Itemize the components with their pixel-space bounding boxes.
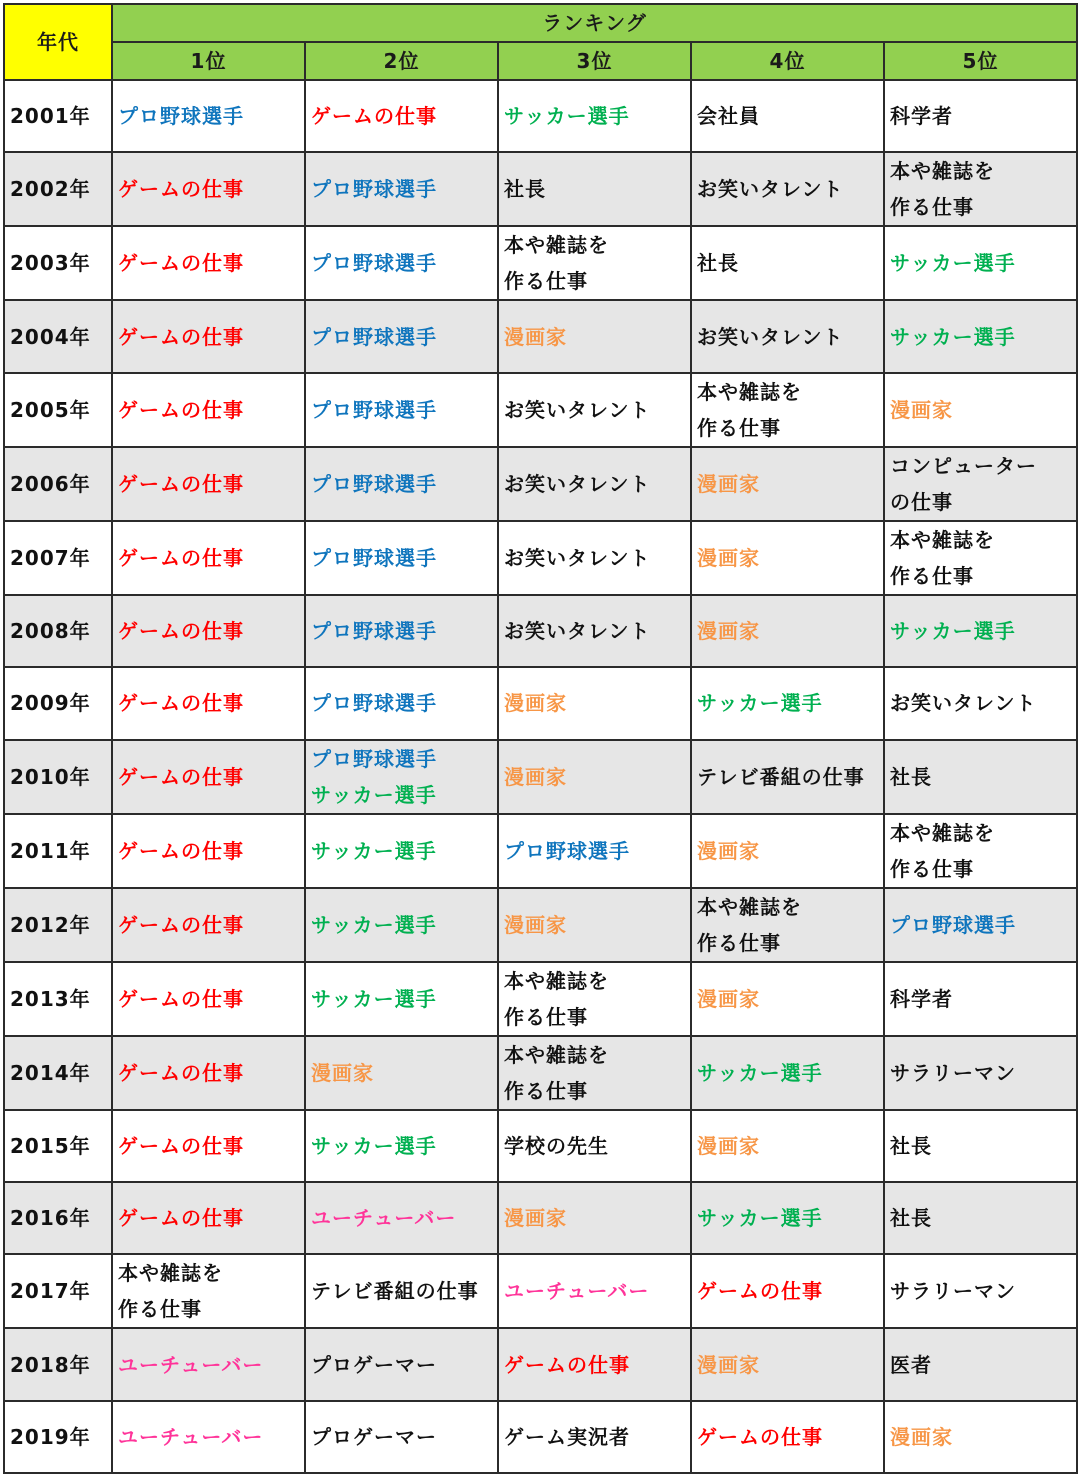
rank-cell-1 [112, 1254, 305, 1328]
occupation-text: サッカー選手 [311, 986, 437, 1011]
rank-cell-4 [691, 226, 884, 300]
rank-cell-4 [691, 1182, 884, 1254]
occupation-text: サッカー選手 [311, 782, 437, 807]
year-cell: 2015年 [4, 1110, 112, 1182]
rank-cell-4 [691, 667, 884, 739]
rank-cell-2 [305, 152, 498, 226]
occupation-text: 作る仕事 [890, 563, 974, 588]
position-header-2: 2位 [305, 42, 498, 80]
occupation-text: お笑いタレント [504, 618, 651, 643]
occupation-text: ゲームの仕事 [118, 764, 244, 789]
rank-cell-1 [112, 814, 305, 888]
occupation-text: 作る仕事 [504, 1078, 588, 1103]
occupation-text: プロゲーマー [311, 1424, 437, 1449]
rank-cell-5 [884, 667, 1077, 739]
rank-cell-5 [884, 373, 1077, 447]
occupation-text: ゲームの仕事 [118, 1060, 244, 1085]
occupation-text: サッカー選手 [890, 324, 1016, 349]
rank-cell-4 [691, 1328, 884, 1400]
year-cell: 2001年 [4, 80, 112, 152]
occupation-text: プロ野球選手 [311, 471, 437, 496]
ranking-table [3, 3, 1078, 1474]
rank-cell-4 [691, 447, 884, 521]
occupation-text: 科学者 [890, 986, 953, 1011]
table-row [4, 1401, 1077, 1473]
occupation-text: ゲームの仕事 [118, 912, 244, 937]
occupation-text: 漫画家 [504, 1206, 567, 1231]
rank-cell-4 [691, 152, 884, 226]
occupation-text: 社長 [697, 251, 739, 276]
occupation-text: お笑いタレント [504, 397, 651, 422]
occupation-text: ユーチューバー [118, 1352, 264, 1377]
occupation-text: 学校の先生 [504, 1133, 609, 1158]
occupation-text: 漫画家 [697, 838, 760, 863]
occupation-text: 作る仕事 [890, 856, 974, 881]
occupation-text: ユーチューバー [311, 1206, 457, 1231]
table-row [4, 1036, 1077, 1110]
rank-cell-3 [498, 1110, 691, 1182]
occupation-text: ゲームの仕事 [118, 618, 244, 643]
year-cell: 2003年 [4, 226, 112, 300]
occupation-text: 漫画家 [311, 1060, 374, 1085]
year-cell: 2019年 [4, 1401, 112, 1473]
year-cell: 2007年 [4, 521, 112, 595]
occupation-text: お笑いタレント [890, 691, 1037, 716]
occupation-text: 漫画家 [504, 691, 567, 716]
rank-cell-3 [498, 814, 691, 888]
rank-cell-4 [691, 595, 884, 667]
table-row [4, 667, 1077, 739]
rank-cell-2 [305, 888, 498, 962]
occupation-text: ゲームの仕事 [118, 251, 244, 276]
table-row [4, 595, 1077, 667]
occupation-text: 漫画家 [890, 397, 953, 422]
rank-cell-2 [305, 373, 498, 447]
rank-cell-2 [305, 447, 498, 521]
occupation-text: プロ野球選手 [311, 177, 437, 202]
occupation-text: ゲームの仕事 [697, 1279, 823, 1304]
rank-cell-5 [884, 1254, 1077, 1328]
year-cell: 2008年 [4, 595, 112, 667]
occupation-text: 漫画家 [697, 545, 760, 570]
rank-cell-5 [884, 226, 1077, 300]
rank-cell-2 [305, 1182, 498, 1254]
year-cell: 2018年 [4, 1328, 112, 1400]
rank-cell-1 [112, 1182, 305, 1254]
occupation-text: プロ野球選手 [504, 838, 630, 863]
occupation-text: 科学者 [890, 104, 953, 129]
rank-cell-2 [305, 300, 498, 372]
position-header-5: 5位 [884, 42, 1077, 80]
occupation-text: 作る仕事 [697, 930, 781, 955]
rank-cell-5 [884, 888, 1077, 962]
year-cell: 2017年 [4, 1254, 112, 1328]
occupation-text: お笑いタレント [697, 324, 844, 349]
rank-cell-1 [112, 1328, 305, 1400]
rank-cell-5 [884, 1182, 1077, 1254]
rank-cell-2 [305, 740, 498, 814]
rank-cell-3 [498, 595, 691, 667]
occupation-text: プロ野球選手 [311, 746, 437, 771]
rank-cell-5 [884, 962, 1077, 1036]
rank-cell-1 [112, 226, 305, 300]
occupation-text: ゲームの仕事 [118, 471, 244, 496]
year-cell: 2004年 [4, 300, 112, 372]
rank-cell-3 [498, 740, 691, 814]
table-row [4, 740, 1077, 814]
occupation-text: 本や雑誌を [890, 527, 995, 552]
table-row [4, 1254, 1077, 1328]
rank-cell-2 [305, 1036, 498, 1110]
occupation-text: プロ野球選手 [311, 324, 437, 349]
table-row [4, 447, 1077, 521]
table-row [4, 80, 1077, 152]
year-cell: 2006年 [4, 447, 112, 521]
occupation-text: ゲームの仕事 [118, 1206, 244, 1231]
occupation-text: サッカー選手 [697, 691, 823, 716]
occupation-text: プロ野球選手 [311, 691, 437, 716]
rank-cell-1 [112, 667, 305, 739]
rank-cell-4 [691, 1110, 884, 1182]
table-body [4, 80, 1077, 1473]
rank-cell-3 [498, 962, 691, 1036]
rank-cell-5 [884, 152, 1077, 226]
rank-cell-3 [498, 373, 691, 447]
year-cell: 2016年 [4, 1182, 112, 1254]
rank-cell-5 [884, 80, 1077, 152]
rank-cell-5 [884, 1401, 1077, 1473]
occupation-text: ゲームの仕事 [697, 1424, 823, 1449]
year-cell: 2012年 [4, 888, 112, 962]
occupation-text: サッカー選手 [311, 838, 437, 863]
occupation-text: 作る仕事 [118, 1297, 202, 1322]
rank-cell-1 [112, 1110, 305, 1182]
rank-cell-1 [112, 595, 305, 667]
table-row [4, 1328, 1077, 1400]
occupation-text: サッカー選手 [890, 618, 1016, 643]
year-column-header: 年代 [4, 4, 112, 80]
rank-cell-2 [305, 1328, 498, 1400]
occupation-text: ゲームの仕事 [118, 545, 244, 570]
rank-cell-3 [498, 1182, 691, 1254]
rank-cell-5 [884, 521, 1077, 595]
rank-cell-2 [305, 226, 498, 300]
rank-cell-5 [884, 1110, 1077, 1182]
occupation-text: ゲームの仕事 [118, 1133, 244, 1158]
rank-cell-4 [691, 300, 884, 372]
rank-cell-4 [691, 80, 884, 152]
occupation-text: サッカー選手 [311, 1133, 437, 1158]
occupation-text: 本や雑誌を [697, 894, 802, 919]
rank-cell-4 [691, 373, 884, 447]
occupation-text: 医者 [890, 1352, 932, 1377]
occupation-text: 作る仕事 [697, 415, 781, 440]
occupation-text: コンピューター [890, 453, 1037, 478]
occupation-text: サッカー選手 [890, 251, 1016, 276]
occupation-text: プロ野球選手 [311, 545, 437, 570]
year-cell: 2010年 [4, 740, 112, 814]
occupation-text: ユーチューバー [504, 1279, 650, 1304]
occupation-text: 作る仕事 [504, 1004, 588, 1029]
occupation-text: の仕事 [890, 489, 953, 514]
occupation-text: サッカー選手 [697, 1060, 823, 1085]
occupation-text: プロ野球選手 [890, 912, 1016, 937]
rank-cell-4 [691, 1401, 884, 1473]
occupation-text: 漫画家 [697, 986, 760, 1011]
occupation-text: 本や雑誌を [118, 1261, 223, 1286]
table-row [4, 226, 1077, 300]
occupation-text: プロ野球選手 [311, 397, 437, 422]
occupation-text: 作る仕事 [504, 269, 588, 294]
rank-cell-4 [691, 814, 884, 888]
rank-cell-1 [112, 80, 305, 152]
occupation-text: ゲームの仕事 [311, 104, 437, 129]
occupation-text: 漫画家 [504, 912, 567, 937]
year-cell: 2013年 [4, 962, 112, 1036]
occupation-text: ゲームの仕事 [504, 1352, 630, 1377]
table-row [4, 152, 1077, 226]
occupation-text: 社長 [890, 1133, 932, 1158]
rank-cell-1 [112, 521, 305, 595]
table-row [4, 1110, 1077, 1182]
table-row [4, 962, 1077, 1036]
occupation-text: プロ野球選手 [311, 618, 437, 643]
occupation-text: ゲームの仕事 [118, 691, 244, 716]
rank-cell-2 [305, 80, 498, 152]
rank-cell-3 [498, 1254, 691, 1328]
occupation-text: お笑いタレント [504, 471, 651, 496]
occupation-text: ゲームの仕事 [118, 397, 244, 422]
occupation-text: 漫画家 [697, 471, 760, 496]
rank-cell-4 [691, 740, 884, 814]
rank-cell-5 [884, 1036, 1077, 1110]
occupation-text: 会社員 [697, 104, 760, 129]
rank-cell-5 [884, 595, 1077, 667]
occupation-text: プロ野球選手 [311, 251, 437, 276]
rank-cell-2 [305, 962, 498, 1036]
rank-cell-1 [112, 447, 305, 521]
rank-cell-3 [498, 521, 691, 595]
rank-cell-3 [498, 447, 691, 521]
year-cell: 2005年 [4, 373, 112, 447]
header-row-positions [4, 42, 1077, 80]
rank-cell-3 [498, 300, 691, 372]
rank-cell-2 [305, 595, 498, 667]
occupation-text: 本や雑誌を [890, 820, 995, 845]
rank-cell-1 [112, 962, 305, 1036]
ranking-column-header: ランキング [112, 4, 1077, 42]
table-row [4, 373, 1077, 447]
table-row [4, 1182, 1077, 1254]
table-header [4, 4, 1077, 80]
occupation-text: 漫画家 [504, 324, 567, 349]
year-cell: 2002年 [4, 152, 112, 226]
rank-cell-3 [498, 152, 691, 226]
table-row [4, 521, 1077, 595]
rank-cell-2 [305, 1110, 498, 1182]
position-header-1: 1位 [112, 42, 305, 80]
occupation-text: 社長 [504, 177, 546, 202]
rank-cell-4 [691, 1254, 884, 1328]
rank-cell-1 [112, 1036, 305, 1110]
occupation-text: ゲームの仕事 [118, 986, 244, 1011]
occupation-text: 社長 [890, 1206, 932, 1231]
rank-cell-3 [498, 1328, 691, 1400]
occupation-text: テレビ番組の仕事 [311, 1279, 479, 1304]
rank-cell-5 [884, 814, 1077, 888]
rank-cell-5 [884, 1328, 1077, 1400]
rank-cell-4 [691, 962, 884, 1036]
rank-cell-3 [498, 667, 691, 739]
occupation-text: 漫画家 [890, 1424, 953, 1449]
rank-cell-2 [305, 814, 498, 888]
occupation-text: 本や雑誌を [504, 968, 609, 993]
occupation-text: 社長 [890, 764, 932, 789]
rank-cell-1 [112, 373, 305, 447]
rank-cell-2 [305, 1401, 498, 1473]
occupation-text: ユーチューバー [118, 1424, 264, 1449]
occupation-text: 本や雑誌を [504, 1042, 609, 1067]
rank-cell-2 [305, 521, 498, 595]
year-cell: 2011年 [4, 814, 112, 888]
occupation-text: お笑いタレント [697, 177, 844, 202]
occupation-text: ゲームの仕事 [118, 838, 244, 863]
rank-cell-3 [498, 888, 691, 962]
rank-cell-4 [691, 521, 884, 595]
occupation-text: サッカー選手 [697, 1206, 823, 1231]
position-header-3: 3位 [498, 42, 691, 80]
rank-cell-2 [305, 667, 498, 739]
occupation-text: サッカー選手 [311, 912, 437, 937]
year-cell: 2014年 [4, 1036, 112, 1110]
rank-cell-1 [112, 740, 305, 814]
occupation-text: テレビ番組の仕事 [697, 764, 865, 789]
year-cell: 2009年 [4, 667, 112, 739]
rank-cell-4 [691, 888, 884, 962]
table-row [4, 888, 1077, 962]
occupation-text: サラリーマン [890, 1060, 1016, 1085]
table-row [4, 814, 1077, 888]
occupation-text: サラリーマン [890, 1279, 1016, 1304]
occupation-text: 漫画家 [697, 1352, 760, 1377]
rank-cell-5 [884, 447, 1077, 521]
occupation-text: 本や雑誌を [890, 159, 995, 184]
occupation-text: プロゲーマー [311, 1352, 437, 1377]
occupation-text: 作る仕事 [890, 195, 974, 220]
occupation-text: 漫画家 [697, 618, 760, 643]
occupation-text: お笑いタレント [504, 545, 651, 570]
occupation-text: 本や雑誌を [504, 233, 609, 258]
table-row [4, 300, 1077, 372]
header-row-top [4, 4, 1077, 42]
occupation-text: 漫画家 [697, 1133, 760, 1158]
rank-cell-1 [112, 152, 305, 226]
position-header-4: 4位 [691, 42, 884, 80]
occupation-text: ゲーム実況者 [504, 1424, 630, 1449]
rank-cell-1 [112, 888, 305, 962]
rank-cell-3 [498, 226, 691, 300]
occupation-text: プロ野球選手 [118, 104, 244, 129]
rank-cell-1 [112, 300, 305, 372]
occupation-text: 本や雑誌を [697, 379, 802, 404]
occupation-text: ゲームの仕事 [118, 177, 244, 202]
rank-cell-3 [498, 80, 691, 152]
occupation-text: ゲームの仕事 [118, 324, 244, 349]
occupation-text: 漫画家 [504, 764, 567, 789]
rank-cell-5 [884, 300, 1077, 372]
rank-cell-4 [691, 1036, 884, 1110]
rank-cell-3 [498, 1036, 691, 1110]
rank-cell-5 [884, 740, 1077, 814]
rank-cell-2 [305, 1254, 498, 1328]
rank-cell-3 [498, 1401, 691, 1473]
occupation-text: サッカー選手 [504, 104, 630, 129]
rank-cell-1 [112, 1401, 305, 1473]
